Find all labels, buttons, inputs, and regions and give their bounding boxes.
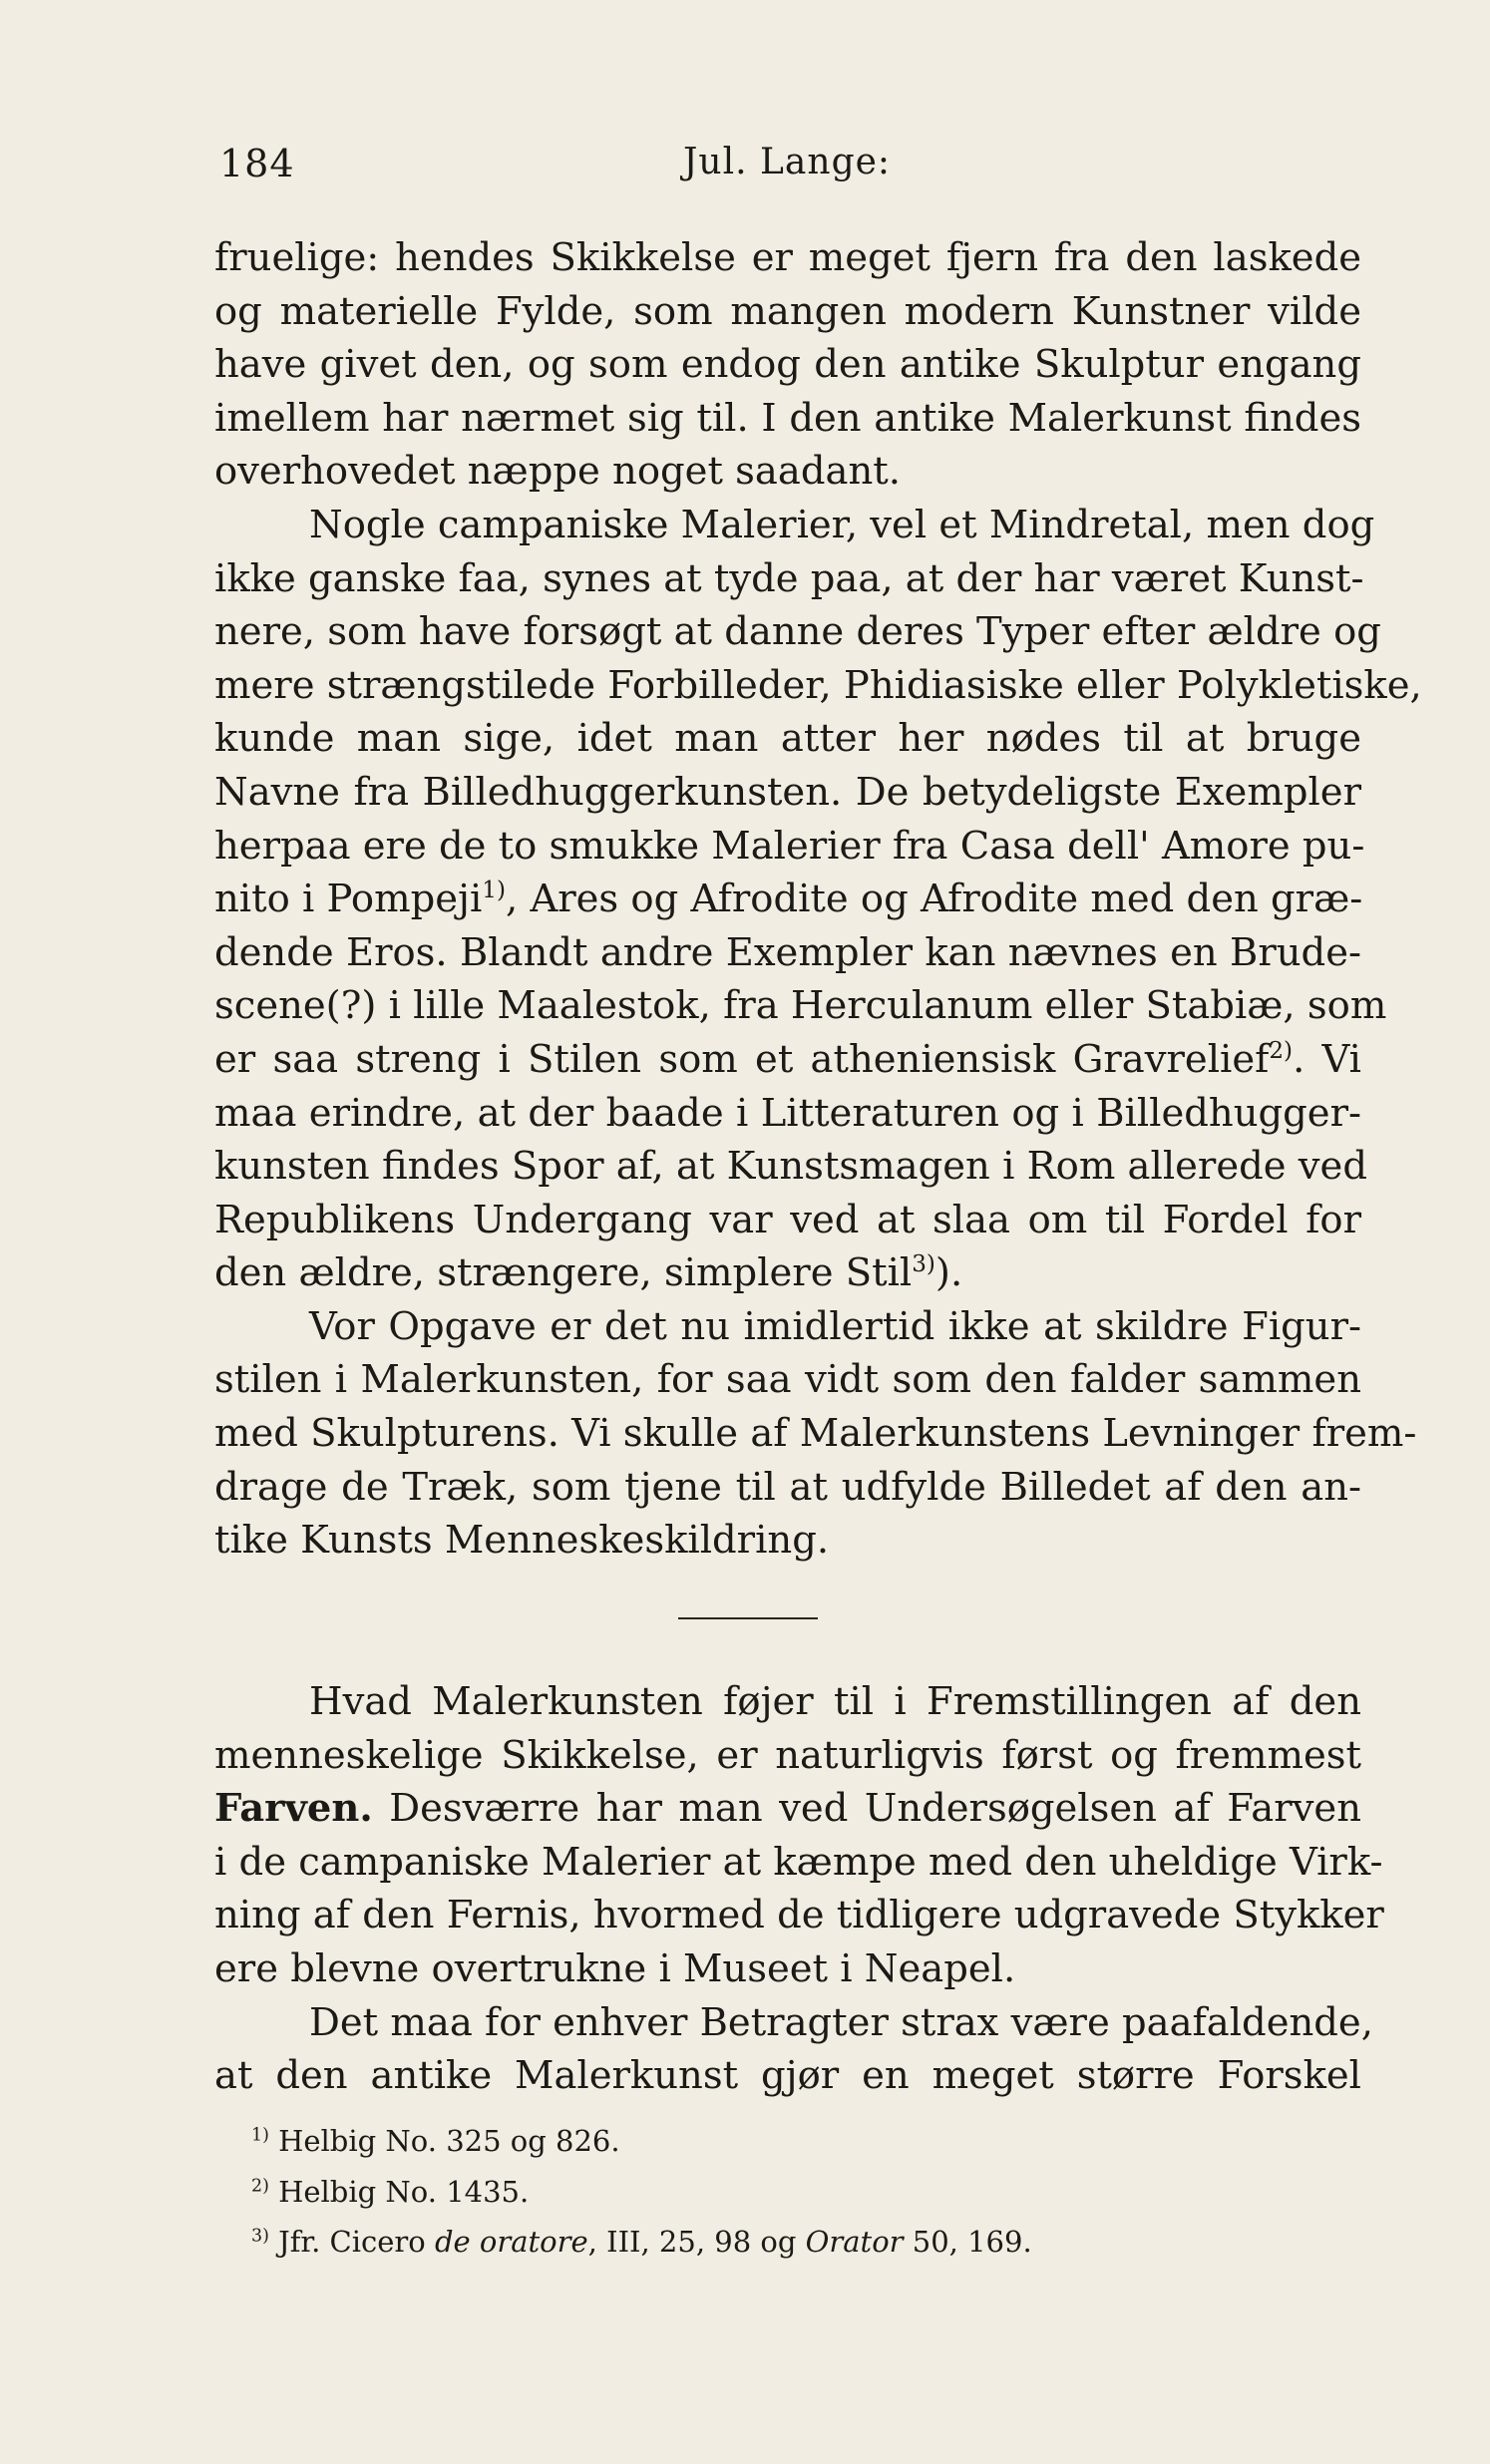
- text-line: fruelige: hendes Skikkelse er meget fjern fra den laskede: [214, 235, 1361, 280]
- text-line: maa erindre, at der baade i Litteraturen og i Billedhugger-: [214, 1090, 1361, 1136]
- text-line: ikke ganske faa, synes at tyde paa, at der har været Kunst-: [214, 555, 1364, 601]
- text-line: [214, 1033, 1361, 1087]
- page-number: 184: [219, 142, 295, 185]
- text-line: dende Eros. Blandt andre Exempler kan nævnes en Brude-: [214, 929, 1361, 975]
- text-line: stilen i Malerkunsten, for saa vidt som den falder sammen: [214, 1357, 1361, 1403]
- text-line: have givet den, og som endog den antike Skulptur engang: [214, 342, 1361, 388]
- text-line: herpaa ere de to smukke Malerier fra Casa dell' Amore pu-: [214, 823, 1365, 869]
- footnote-text: Helbig No. 1435.: [278, 2175, 530, 2209]
- main-text-section-1: [214, 231, 1422, 1568]
- text-line: at den antike Malerkunst gjør en meget større Forskel: [214, 2053, 1361, 2099]
- text-line: kunde man sige, idet man atter her nødes til at bruge: [214, 716, 1361, 762]
- text-line: imellem har nærmet sig til. I den antike Malerkunst findes: [214, 395, 1361, 441]
- text-line: ere blevne overtrukne i Museet i Neapel.: [214, 1945, 1016, 1991]
- footnote-marker: 3): [912, 1251, 935, 1278]
- text-line: Vor Opgave er det nu imidlertid ikke at skildre Figur-: [309, 1303, 1361, 1349]
- text-line: og materielle Fylde, som mangen modern Kunstner vilde: [214, 288, 1361, 334]
- text-line: menneskelige Skikkelse, er naturligvis først og fremmest: [214, 1732, 1361, 1778]
- page-header: [219, 142, 1366, 201]
- footnote-marker: 2): [1269, 1038, 1294, 1065]
- footnote-text: , III, 25, 98 og: [587, 2225, 806, 2259]
- text-fragment: ).: [934, 1250, 963, 1296]
- text-line: nere, som have forsøgt at danne deres Typer efter ældre og: [214, 609, 1381, 655]
- text-line: ning af den Fernis, hvormed de tidligere udgravede Stykker: [214, 1893, 1384, 1938]
- text-line: [214, 873, 1361, 926]
- section-divider: [678, 1617, 818, 1619]
- text-fragment: er saa streng i Stilen som et atheniensisk Gravrelief: [214, 1036, 1270, 1082]
- text-fragment: . Vi: [1293, 1036, 1361, 1082]
- footnote-1: [251, 2124, 620, 2158]
- bold-term: Farven.: [214, 1786, 373, 1832]
- text-fragment: den ældre, strængere, simplere Stil: [214, 1250, 913, 1296]
- text-line: scene(?) i lille Maalestok, fra Herculanum eller Stabiæ, som: [214, 983, 1387, 1029]
- text-line: overhovedet næppe noget saadant.: [214, 449, 901, 495]
- running-head: Jul. Lange:: [683, 142, 892, 182]
- text-line: Navne fra Billedhuggerkunsten. De betydeligste Exempler: [214, 769, 1361, 815]
- text-line: Hvad Malerkunsten føjer til i Fremstillingen af den: [309, 1679, 1361, 1724]
- text-fragment: nito i Pompeji: [214, 877, 483, 922]
- text-line: med Skulpturens. Vi skulle af Malerkunstens Levninger frem-: [214, 1411, 1417, 1457]
- text-line: drage de Træk, som tjene til at udfylde Billedet af den an-: [214, 1464, 1361, 1510]
- footnote-mark: 1): [251, 2125, 269, 2146]
- text-line: i de campaniske Malerier at kæmpe med den uheldige Virk-: [214, 1839, 1383, 1885]
- footnote-marker: 1): [482, 878, 506, 904]
- footnote-text: 50, 169.: [903, 2225, 1032, 2259]
- footnote-text: Helbig No. 325 og 826.: [278, 2124, 620, 2158]
- text-fragment: Desværre har man ved Undersøgelsen af Farven: [372, 1786, 1361, 1832]
- footnote-text: Jfr. Cicero: [278, 2225, 435, 2259]
- text-line: Republikens Undergang var ved at slaa om til Fordel for: [214, 1197, 1361, 1242]
- text-line: [214, 1782, 1361, 1836]
- footnote-2: [251, 2175, 529, 2209]
- text-line: Nogle campaniske Malerier, vel et Mindretal, men dog: [309, 502, 1375, 547]
- main-text-section-2: [214, 1675, 1384, 2103]
- text-line: [214, 1246, 1361, 1300]
- footnote-mark: 3): [251, 2226, 269, 2247]
- footnote-mark: 2): [251, 2176, 269, 2197]
- footnote-italic-title: Orator: [805, 2225, 904, 2259]
- text-line: tike Kunsts Menneskeskildring.: [214, 1518, 830, 1564]
- footnote-3: [251, 2225, 1032, 2259]
- text-line: kunsten findes Spor af, at Kunstsmagen i Rom allerede ved: [214, 1144, 1367, 1190]
- text-fragment: , Ares og Afrodite og Afrodite med den græ-: [505, 877, 1363, 922]
- text-line: Det maa for enhver Betragter strax være paafaldende,: [309, 1999, 1373, 2045]
- footnote-italic-title: de oratore: [434, 2225, 588, 2259]
- text-line: mere strængstilede Forbilleder, Phidiasiske eller Polykletiske,: [214, 662, 1422, 708]
